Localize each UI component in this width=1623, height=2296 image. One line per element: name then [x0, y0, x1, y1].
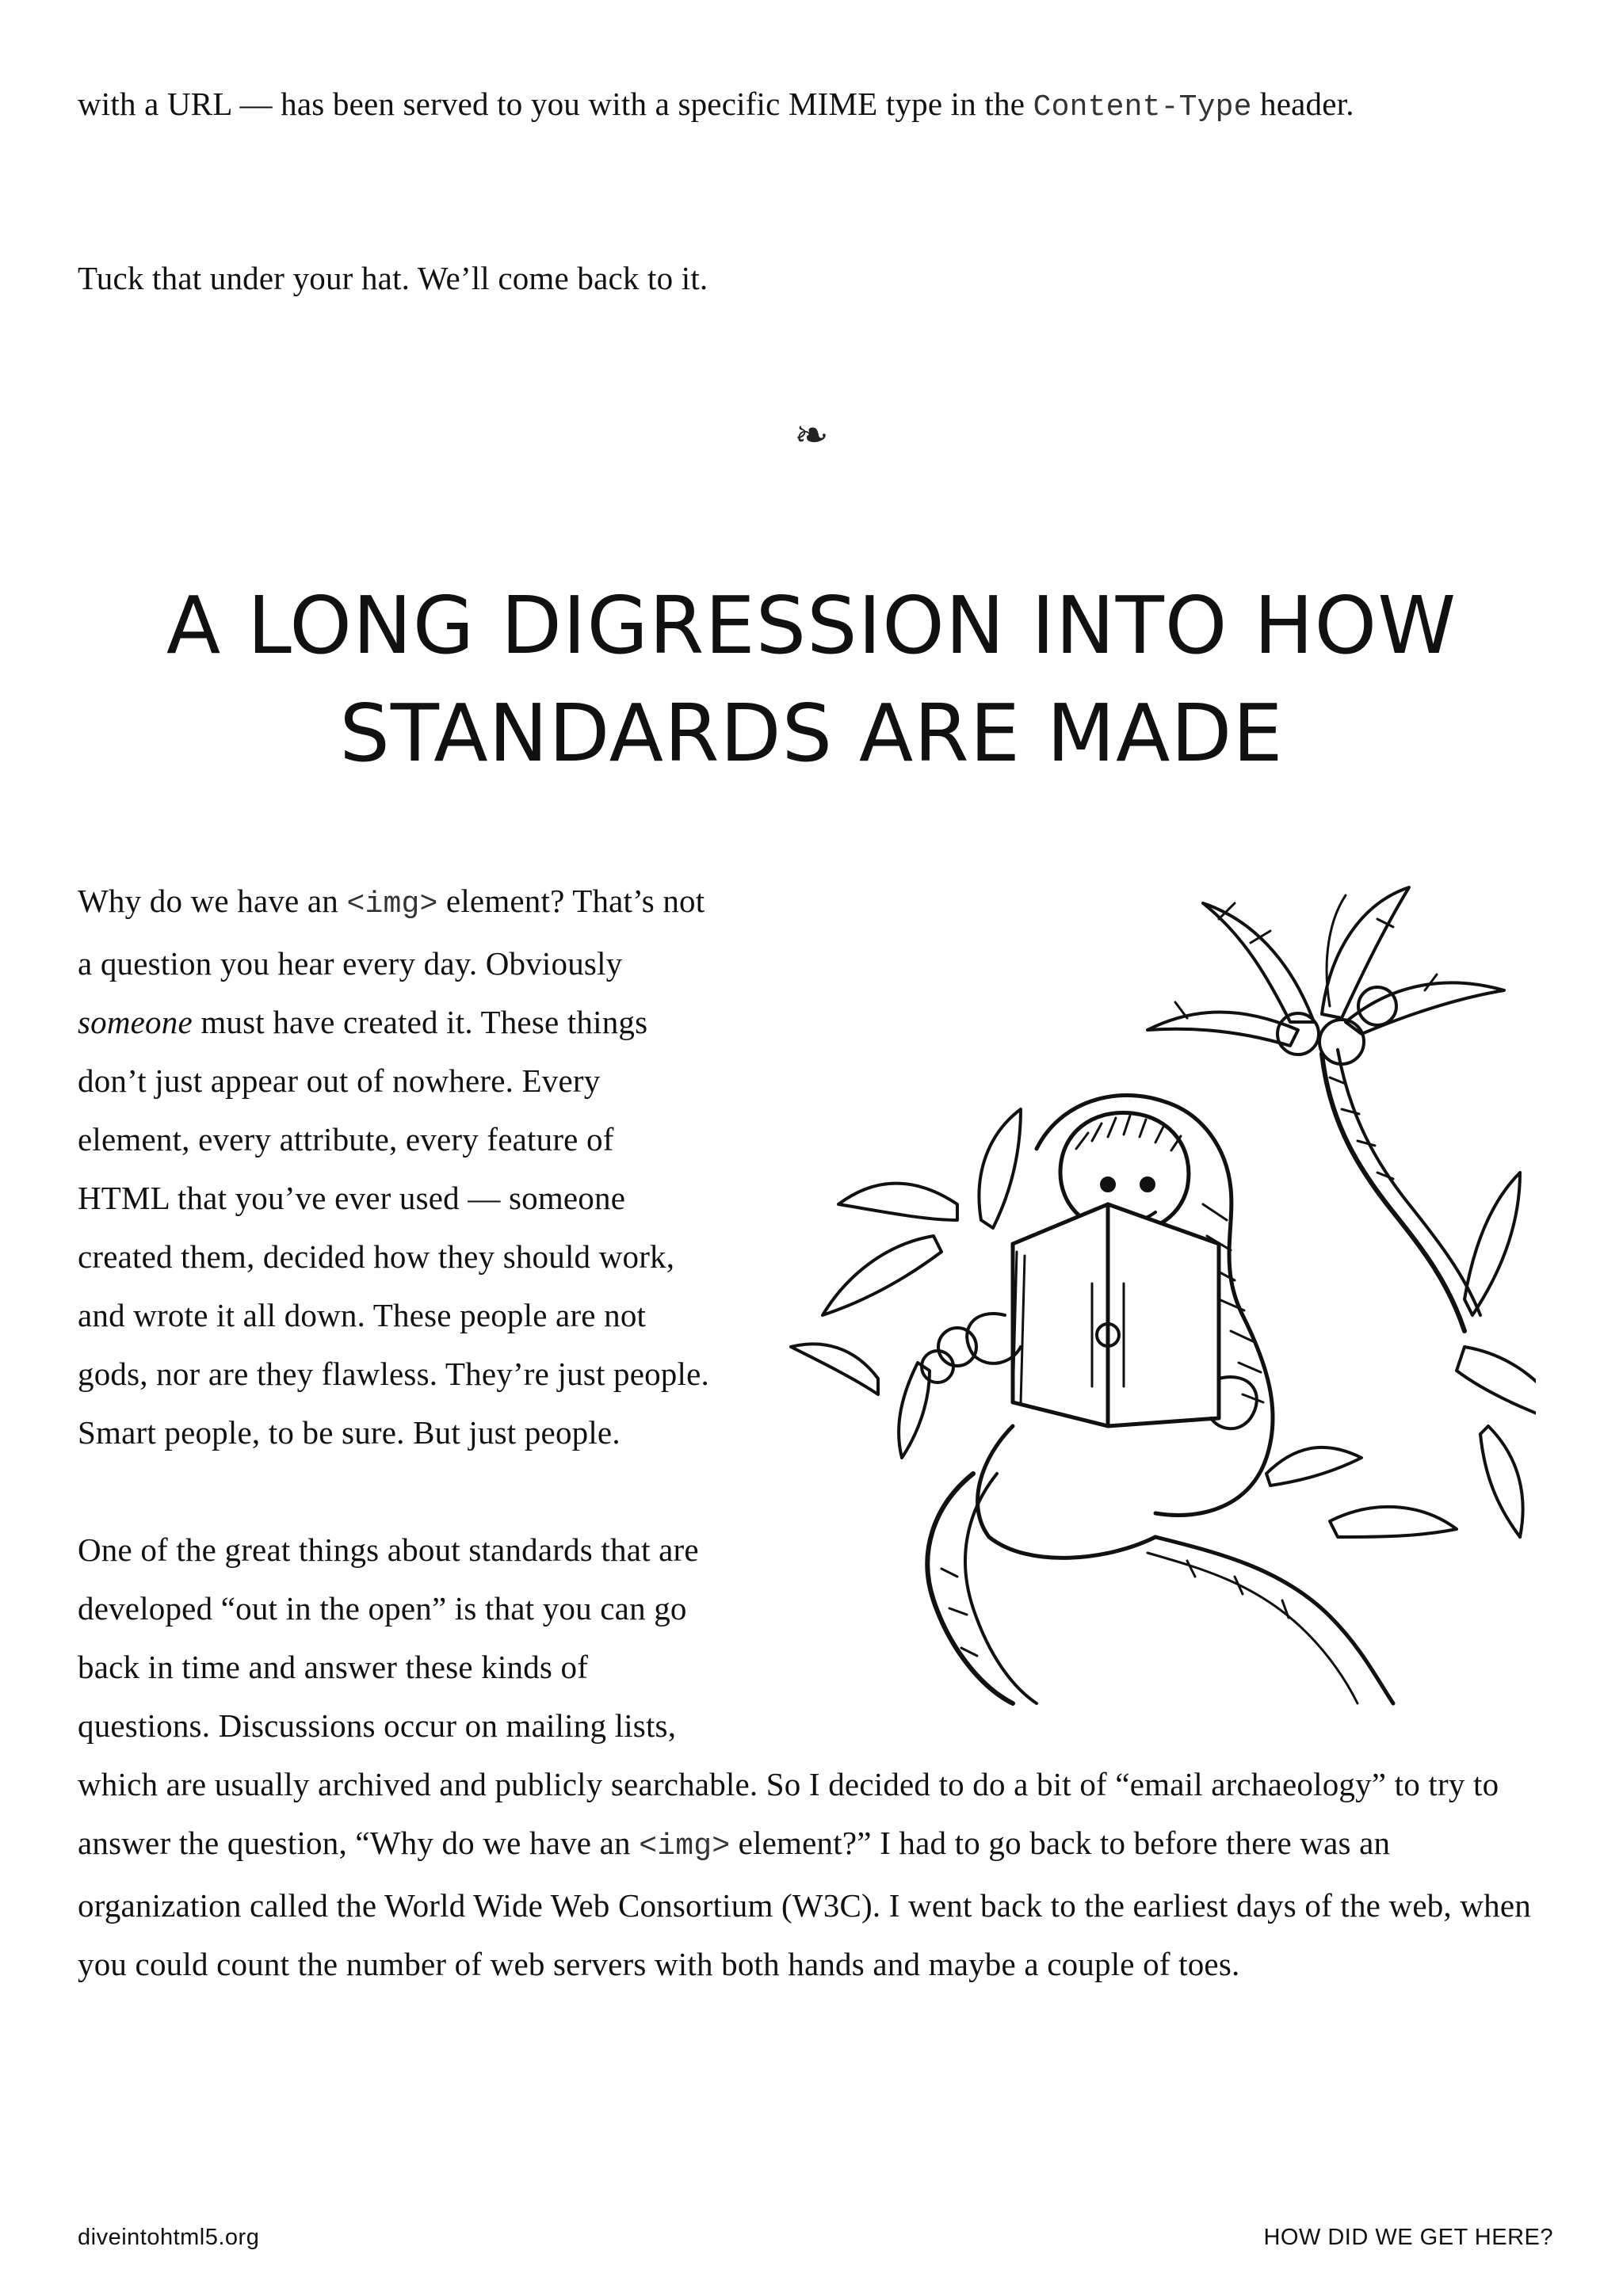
- intro-text: with a URL — has been served to you with a specific MIME type in the: [78, 86, 1033, 122]
- img-code: <img>: [346, 887, 438, 921]
- img-code-2: <img>: [639, 1829, 731, 1863]
- content-type-code: Content-Type: [1033, 90, 1252, 124]
- para1-text-2: element? That’s not a question you hear every day. Obviously: [78, 883, 705, 982]
- para1-emphasis: someone: [78, 1004, 193, 1040]
- fleuron-divider: ❧: [794, 412, 829, 460]
- section-heading: [0, 572, 1623, 788]
- main-text: [78, 871, 1536, 1993]
- para2-text-1: One of the great things about standards that are developed “out in the open” is that you can go back in time and answer these kinds of questions. Discussions occur on mailing lists, which are usually archived and publicly searchable. So I decided to do a bit of “email archaeology” to try to answer the question, “Why do we have an: [78, 1531, 1499, 1861]
- heading-line-2: STANDARDS ARE MADE: [339, 687, 1284, 780]
- para1-text-3: must have created it. These things don’t just appear out of nowhere. Every element, every attribute, every feature of HTML that you’ve ever used — someone created them, decided how they should work, and wrote it all down. These people are not gods, nor are they flawless. They’re just people. Smart people, to be sure. But just people.: [78, 1004, 709, 1451]
- para2-text-2: element?” I had to go back to before there was an organization called the World Wide Web Consortium (W3C). I went back to the earliest days of the web, when you could count the number of web servers with both hands and maybe a couple of toes.: [78, 1825, 1531, 1982]
- heading-line-1: A LONG DIGRESSION INTO HOW: [166, 579, 1457, 672]
- footer-chapter-title: HOW DID WE GET HERE?: [1263, 2225, 1553, 2250]
- footer-site-name: diveintohtml5.org: [78, 2225, 260, 2250]
- intro-paragraph: [78, 74, 1568, 137]
- para1-text-1: Why do we have an: [78, 883, 347, 919]
- chimpanzee-reading-illustration: [775, 871, 1536, 1708]
- intro-text-end: header.: [1251, 86, 1354, 122]
- tuck-paragraph: Tuck that under your hat. We’ll come back to it.: [78, 260, 708, 296]
